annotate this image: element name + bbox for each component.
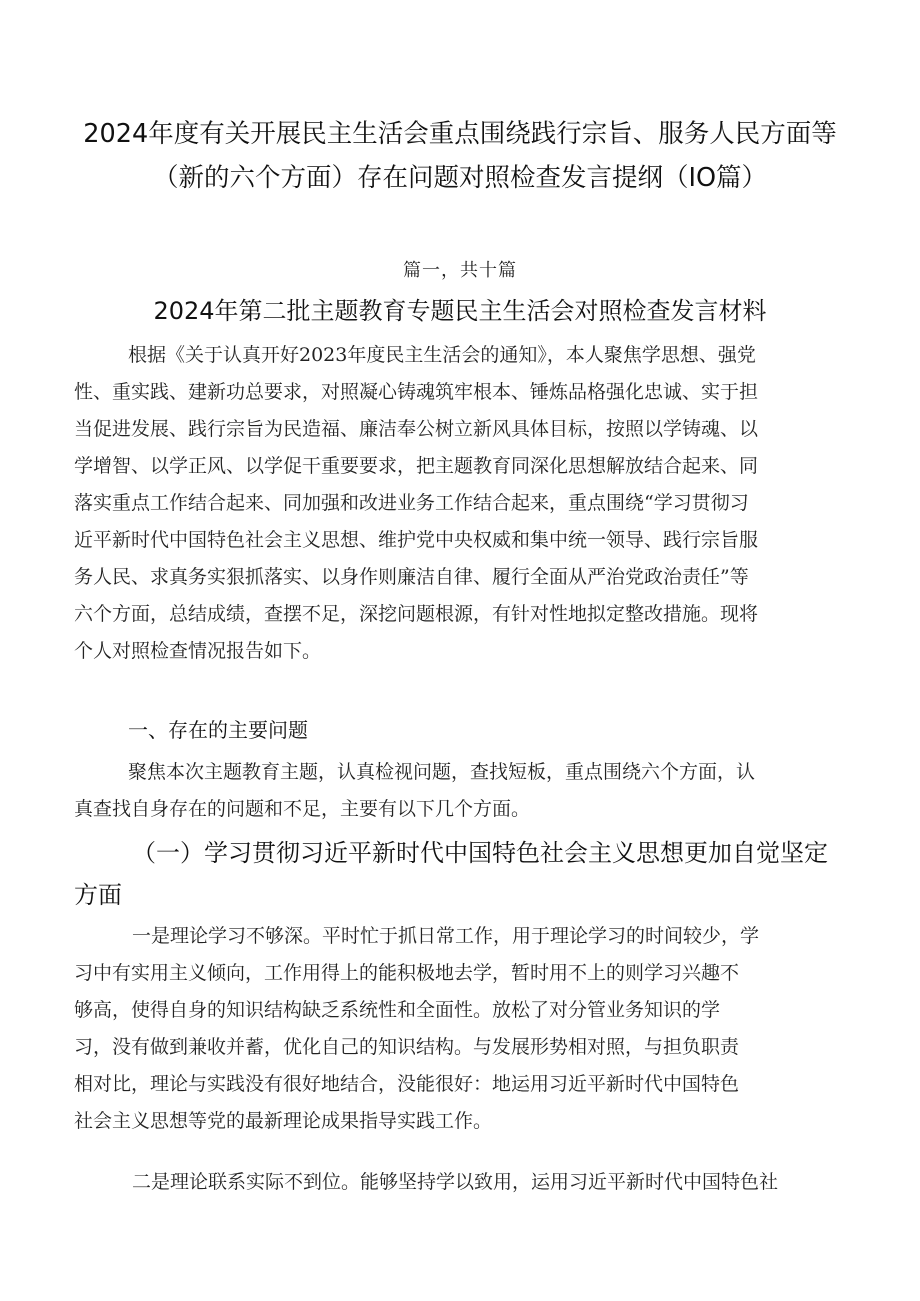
text-line: 落实重点工作结合起来、同加强和改进业务工作结合起来，重点围绕“学习贯彻习 — [74, 492, 749, 514]
document-title — [60, 112, 860, 200]
text-line: 务人民、求真务实狠抓落实、以身作则廉洁自律、履行全面从严治党政治责任”等 — [74, 566, 749, 588]
text-line: 根据《关于认真开好2023年度民主生活会的通知》，本人聚焦学思想、强党 — [128, 344, 756, 366]
text-line: 性、重实践、建新功总要求，对照凝心铸魂筑牢根本、锤炼品格强化忠诚、实于担 — [74, 381, 759, 403]
text-line: 习，没有做到兼收并蓄，优化自己的知识结构。与发展形势相对照，与担负职责 — [74, 1036, 740, 1058]
text-line: 真查找自身存在的问题和不足，主要有以下几个方面。 — [74, 798, 531, 820]
text-line: 聚焦本次主题教育主题，认真检视问题，查找短板，重点围绕六个方面，认 — [128, 761, 756, 783]
article-label: 篇一，共十篇 — [403, 260, 517, 281]
article-title: 2024年第二批主题教育专题民主生活会对照检查发言材料 — [153, 297, 767, 325]
text-line: 二是理论联系实际不到位。能够坚持学以致用，运用习近平新时代中国特色社 — [132, 1171, 779, 1193]
text-line: 习中有实用主义倾向，工作用得上的能积极地去学，暂时用不上的则学习兴趣不 — [74, 962, 740, 984]
title-line: 2024年度有关开展民主生活会重点围绕践行宗旨、服务人民方面等 — [83, 119, 837, 149]
intro-paragraph — [74, 337, 864, 670]
text-line: 够高，使得自身的知识结构缺乏系统性和全面性。放松了对分管业务知识的学 — [74, 999, 721, 1021]
sub-heading-line: （一）学习贯彻习近平新时代中国特色社会主义思想更加自觉坚定 — [132, 839, 828, 867]
sub-heading — [74, 832, 864, 916]
text-line: 社会主义思想等党的最新理论成果指导实践工作。 — [74, 1110, 493, 1132]
text-line: 学增智、以学正风、以学促干重要要求，把主题教育同深化思想解放结合起来、同 — [74, 455, 759, 477]
title-line: （新的六个方面）存在问题对照检查发言提纲（IO篇） — [152, 163, 768, 193]
section-paragraph — [74, 754, 864, 828]
text-line: 当促进发展、践行宗旨为民造福、廉洁奉公树立新风具体目标，按照以学铸魂、以 — [74, 418, 759, 440]
paragraph-theory-study — [74, 918, 864, 1140]
text-line: 个人对照检查情况报告如下。 — [74, 640, 322, 662]
text-line: 六个方面，总结成绩，查摆不足，深挖问题根源，有针对性地拟定整改措施。现将 — [74, 603, 759, 625]
text-line: 相对比，理论与实践没有很好地结合，没能很好：地运用习近平新时代中国特色 — [74, 1073, 740, 1095]
paragraph-theory-practice — [74, 1164, 864, 1201]
text-line: 近平新时代中国特色社会主义思想、维护党中央权威和集中统一领导、践行宗旨服 — [74, 529, 759, 551]
sub-heading-line: 方面 — [74, 881, 122, 909]
section-heading: 一、存在的主要问题 — [128, 718, 308, 742]
text-line: 一是理论学习不够深。平时忙于抓日常工作，用于理论学习的时间较少，学 — [132, 925, 760, 947]
